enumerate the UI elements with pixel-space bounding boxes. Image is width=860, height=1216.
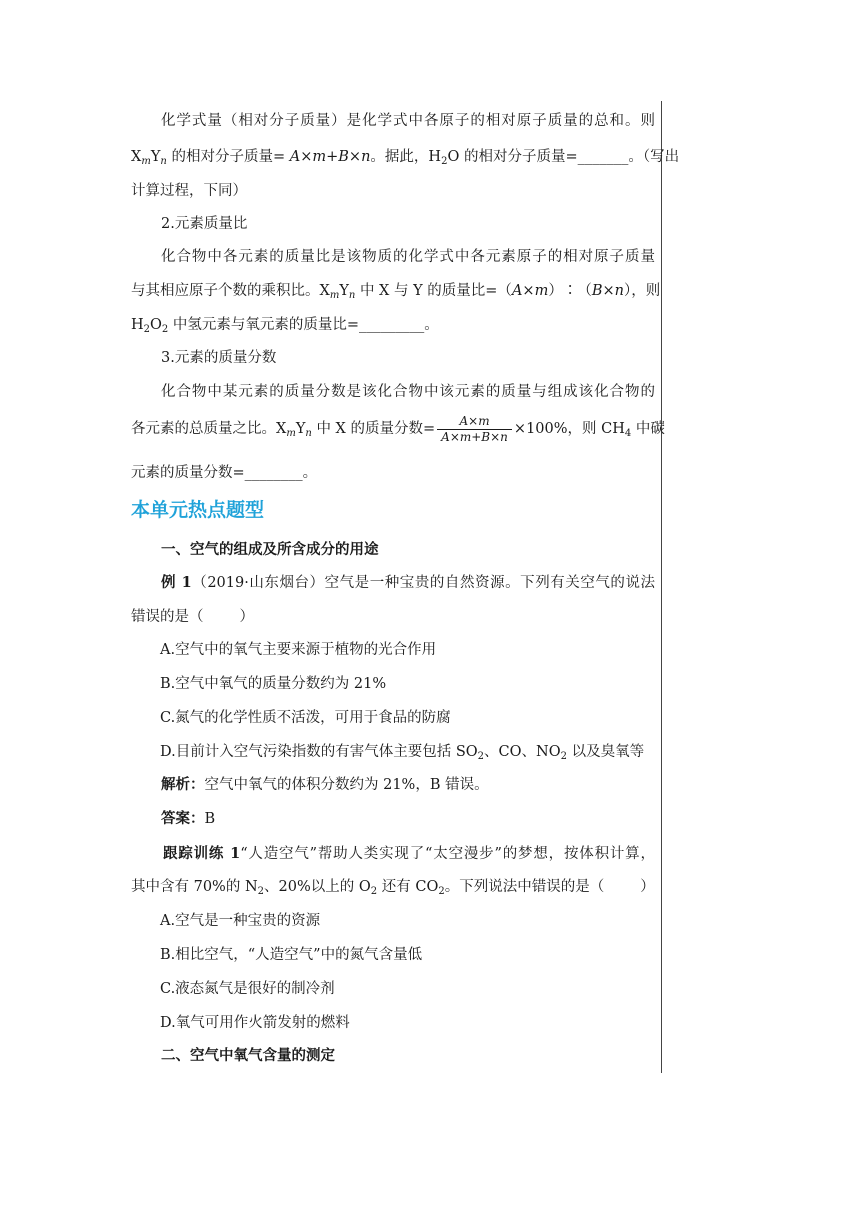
option-b: B.空气中氧气的质量分数约为 21%	[160, 676, 387, 692]
text-span: ×	[300, 149, 313, 165]
section-title: 本单元热点题型	[131, 499, 265, 521]
topic-heading-2: 二、空气中氧气含量的测定	[161, 1047, 335, 1064]
text-span: O	[150, 317, 162, 333]
text-span: m	[534, 283, 549, 299]
text-span: ×	[348, 149, 362, 165]
text-span: m	[286, 428, 296, 439]
topic-heading-1: 一、空气的组成及所含成分的用途	[161, 541, 379, 558]
text-span: ），则	[623, 283, 661, 299]
text-span: m	[329, 290, 340, 301]
practice-label: 跟踪训练 1	[163, 845, 241, 862]
text-span: A	[511, 283, 523, 299]
text-span: 4	[624, 428, 632, 439]
text-span: 2	[560, 751, 567, 762]
fraction	[437, 414, 512, 445]
practice-1-line-2	[131, 876, 655, 898]
text-line: 化合物中某元素的质量分数是该化合物中该元素的质量与组成该化合物的	[161, 384, 655, 400]
text-span: 各元素的总质量之比。X	[131, 421, 287, 437]
text-span: D.目前计入空气污染指数的有害气体主要包括 SO	[160, 744, 478, 760]
text-span: 以及臭氧等	[566, 744, 645, 760]
text-span: A	[289, 149, 301, 165]
paragraph-formula-mass	[161, 110, 655, 132]
text-span: 。下列说法中错误的是（	[444, 879, 605, 895]
text-span: n	[614, 283, 624, 299]
analysis-label: 解析：	[161, 776, 205, 793]
text-span: 的相对分子质量=	[166, 149, 290, 165]
analysis-line	[161, 774, 655, 796]
text-span: 2	[370, 886, 378, 897]
text-span: 还有 CO	[377, 879, 439, 895]
text-span: B	[591, 283, 603, 299]
text-span: 、20%以上的 O	[264, 879, 371, 895]
example-1-line	[161, 572, 655, 594]
text-span: ）∶（	[548, 283, 592, 299]
mass-fraction-line	[131, 411, 665, 447]
text-span: （2019·山东烟台）空气是一种宝贵的自然资源。下列有关空气的说法	[191, 575, 655, 591]
text-span: 2	[143, 324, 151, 335]
text-span: 、CO、NO	[484, 744, 561, 760]
subheading-mass-ratio: 2.元素质量比	[161, 216, 248, 232]
text-span: 2	[438, 886, 445, 897]
option-c: C.氮气的化学性质不活泼，可用于食品的防腐	[160, 710, 451, 726]
text-span: 2	[441, 156, 448, 167]
subheading-mass-fraction: 3.元素的质量分数	[161, 350, 277, 366]
text-span: 。据此，H	[370, 149, 442, 165]
text-span: Y	[339, 283, 349, 299]
text-span: Y	[150, 149, 161, 165]
text-span: ×	[522, 283, 535, 299]
text-span: 与其相应原子个数的乘积比。X	[131, 283, 330, 299]
text-line: 化合物中各元素的质量比是该物质的化学式中各元素原子的相对原子质量	[161, 249, 655, 265]
text-span: ×100%，则 CH	[513, 421, 625, 437]
practice-option-c: C.液态氮气是很好的制冷剂	[160, 981, 335, 997]
answer-label: 答案：	[161, 810, 205, 827]
text-span: “人造空气”帮助人类实现了“太空漫步”的梦想，按体积计算，	[240, 846, 655, 862]
text-span: B	[204, 811, 216, 827]
option-a: A.空气中的氧气主要来源于植物的光合作用	[160, 642, 437, 658]
text-span: +	[326, 149, 339, 165]
text-span: 2	[257, 886, 265, 897]
practice-option-b: B.相比空气，“人造空气”中的氮气含量低	[160, 947, 423, 963]
mass-ratio-line	[131, 280, 661, 302]
example-1-line-2	[131, 606, 655, 628]
text-span: X	[131, 149, 142, 165]
h2o2-line	[131, 314, 655, 336]
text-line: 元素的质量分数=________。	[131, 465, 318, 481]
text-span: 中氢元素与氧元素的质量比=_________。	[168, 317, 439, 333]
text-span: n	[160, 156, 167, 167]
text-span: B	[338, 149, 349, 165]
text-span: ×	[602, 283, 615, 299]
option-d	[160, 741, 684, 763]
formula-mass-line	[131, 146, 680, 168]
text-line: 计算过程，下同）	[131, 183, 247, 199]
text-span: 中 X 与 Y 的质量比=（	[355, 283, 512, 299]
text-span: 中 X 的质量分数=	[311, 421, 436, 437]
text-span: n	[361, 149, 371, 165]
fraction-denominator: A×m+B×n	[437, 429, 512, 445]
text-span: 其中含有 70%的 N	[131, 879, 258, 895]
text-span: n	[348, 290, 356, 301]
text-span: ）	[239, 609, 254, 625]
text-span: m	[141, 156, 151, 167]
text-span: n	[305, 428, 312, 439]
text-span: H	[131, 317, 144, 333]
fraction-numerator: A×m	[459, 413, 490, 428]
text-span: O 的相对分子质量=_______。（写出	[447, 149, 680, 165]
text-span: Y	[295, 421, 306, 437]
text-span: 错误的是（	[131, 609, 204, 625]
text-span: 2	[477, 751, 485, 762]
answer-line	[161, 808, 655, 830]
text-span: 2	[161, 324, 169, 335]
text-span: 中碳	[631, 421, 665, 437]
practice-option-d: D.氧气可用作火箭发射的燃料	[160, 1015, 350, 1031]
practice-1-line	[163, 843, 655, 865]
text-line: 化学式量（相对分子质量）是化学式中各原子的相对原子质量的总和。则	[161, 113, 655, 129]
text-span: m	[312, 149, 327, 165]
example-label: 例 1	[161, 574, 192, 591]
practice-option-a: A.空气是一种宝贵的资源	[160, 913, 321, 929]
text-span: ）	[640, 879, 655, 895]
text-span: 空气中氧气的体积分数约为 21%，B 错误。	[204, 777, 489, 793]
